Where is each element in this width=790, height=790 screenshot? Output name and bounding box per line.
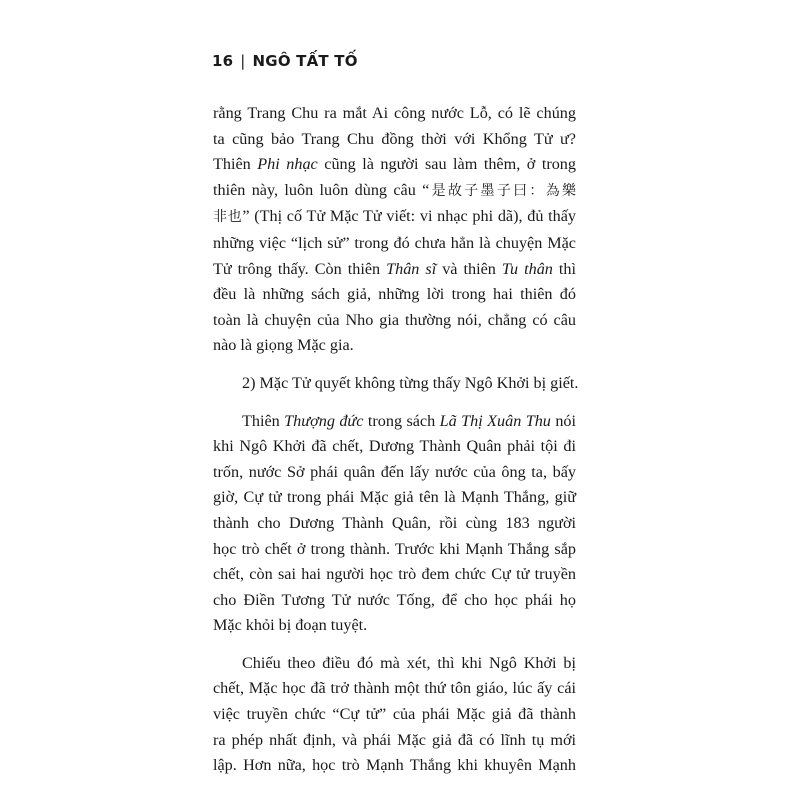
text-line: giờ, Cự tử trong phái Mặc giả tên là Mạnh Thắng, giữ	[213, 488, 576, 507]
text-line: nào là giọng Mặc gia.	[213, 336, 354, 355]
text-line: chết, còn sai hai người học trò đem chức Cự tử truyền	[213, 565, 576, 584]
italic-title: Thượng đức	[284, 411, 364, 430]
text-line	[213, 257, 576, 283]
italic-title: Thân sĩ	[386, 259, 437, 278]
text-run: và thiên	[436, 259, 502, 278]
text-line: trốn, nước Sở phái quân đến lấy nước của ông ta, bấy	[213, 462, 576, 481]
text-line: cho Điền Tương Tử nước Tống, để cho học phái họ	[213, 590, 576, 609]
text-line: lập. Hơn nữa, học trò Mạnh Thắng khi khuyên Mạnh	[213, 756, 576, 775]
text-line: ra phép nhất định, và phái Mặc giả đã có lĩnh tụ mới	[213, 730, 576, 749]
text-line	[213, 152, 576, 178]
text-run: thì	[552, 259, 576, 278]
text-run: ” (Thị cố Tử Mặc Tử viết: vi nhạc phi dã), đủ thấy	[242, 207, 577, 226]
paragraph-3	[213, 409, 576, 639]
text-line: 2) Mặc Tử quyết không từng thấy Ngô Khởi bị giết.	[242, 373, 579, 392]
text-line: việc truyền chức “Cự tử” của phái Mặc giả đã thành	[213, 705, 576, 724]
text-run: trong sách	[363, 411, 440, 430]
chinese-quote: 是故子墨子曰：為樂	[429, 182, 576, 199]
text-run: thiên này, luôn luôn dùng câu “	[213, 180, 430, 199]
text-run: Thiên	[213, 155, 258, 174]
text-run: Thiên	[242, 411, 285, 430]
text-line	[213, 409, 576, 435]
body-text	[213, 101, 579, 779]
text-run: Tử trông thấy. Còn thiên	[213, 259, 387, 278]
text-line: Mặc khỏi bị đoạn tuyệt.	[213, 616, 368, 635]
author-name: NGÔ TẤT TỐ	[252, 52, 358, 70]
text-line	[213, 178, 576, 205]
text-line	[213, 204, 576, 231]
text-line: rằng Trang Chu ra mắt Ai công nước Lỗ, có lẽ chúng	[213, 104, 576, 122]
text-line: học trò chết ở trong thành. Trước khi Mạnh Thắng sắp	[213, 539, 576, 558]
header-separator: |	[240, 52, 246, 70]
text-line: ta cũng bảo Trang Chu đồng thời với Khổng Tử ư?	[213, 129, 576, 148]
italic-title: Lã Thị Xuân Thu	[439, 411, 551, 430]
text-line: Chiếu theo điều đó mà xét, thì khi Ngô Khởi bị	[242, 653, 576, 672]
text-run: cũng là người sau làm thêm, ở trong	[317, 155, 576, 174]
page-number: 16	[212, 52, 234, 70]
chinese-quote: 非也	[213, 209, 243, 226]
text-line: đều là những sách giả, những lời trong hai thiên đó	[213, 285, 576, 304]
paragraph-1	[213, 101, 576, 359]
text-line: toàn là chuyện của Nho gia thường nói, chẳng có câu	[213, 310, 576, 329]
text-run: nói	[550, 411, 577, 430]
text-line: khi Ngô Khởi đã chết, Dương Thành Quân phải tội đi	[213, 437, 576, 456]
text-line: chết, Mặc học đã trở thành một thứ tôn giáo, lúc ấy cái	[213, 679, 576, 698]
paragraph-4	[213, 651, 576, 779]
text-line: những việc “lịch sử” trong đó chưa hẳn là chuyện Mặc	[213, 233, 576, 252]
italic-title: Tu thân	[501, 259, 553, 278]
text-line: thành cho Dương Thành Quân, rồi cùng 183 người	[213, 513, 576, 532]
paragraph-2	[213, 371, 579, 397]
running-header	[212, 52, 358, 70]
italic-title: Phi nhạc	[257, 155, 318, 174]
